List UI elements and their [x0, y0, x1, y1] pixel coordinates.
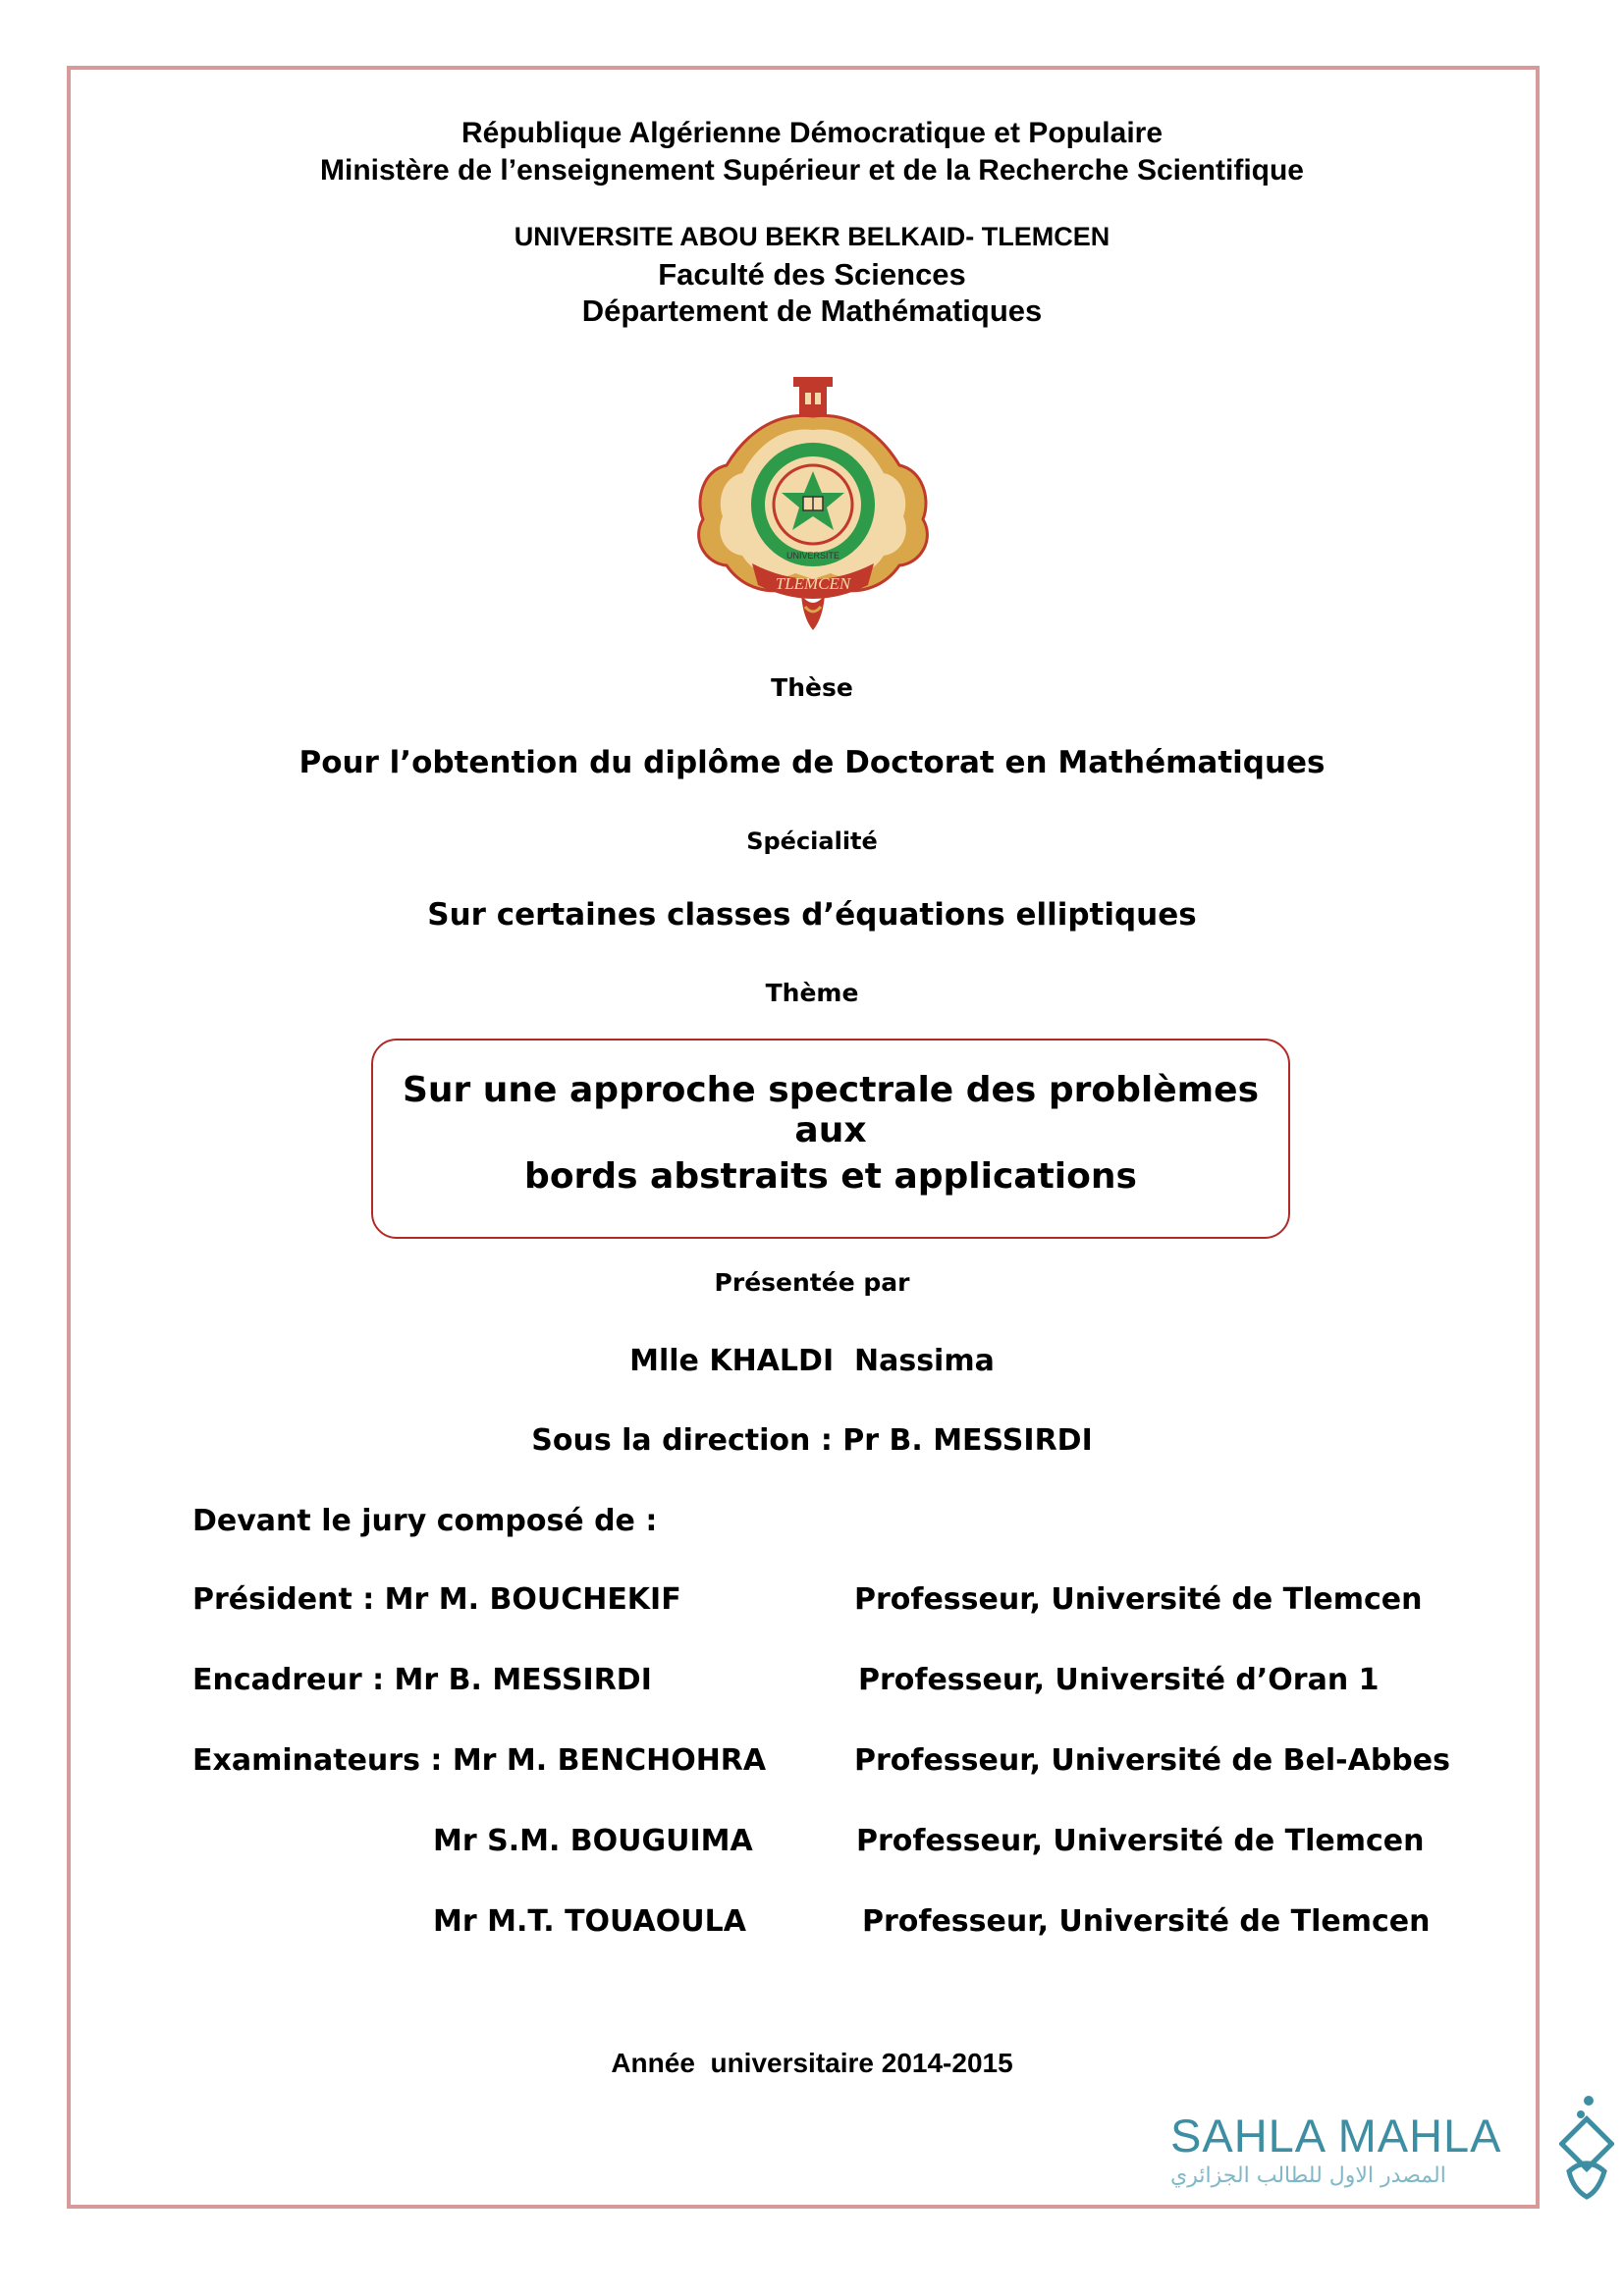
- thesis-title-box: [371, 1039, 1290, 1239]
- watermark-subtitle: المصدر الاول للطالب الجزائري: [1170, 2163, 1446, 2188]
- faculty-name: Faculté des Sciences: [658, 257, 966, 292]
- jury-heading: Devant le jury composé de :: [192, 1504, 658, 1538]
- jury-affiliation-examiner-1: Professeur, Université de Bel-Abbes: [854, 1743, 1450, 1778]
- thesis-title-line-1: Sur une approche spectrale des problèmes aux: [402, 1070, 1260, 1150]
- department-name: Département de Mathématiques: [581, 294, 1043, 328]
- thesis-title-line-2: bords abstraits et applications: [524, 1156, 1137, 1197]
- university-name: UNIVERSITE ABOU BEKR BELKAID- TLEMCEN: [514, 222, 1110, 251]
- jury-member-examiner-2: Mr S.M. BOUGUIMA: [433, 1824, 753, 1858]
- thesis-label: Thèse: [771, 673, 853, 702]
- republic-line: République Algérienne Démocratique et Populaire: [460, 117, 1164, 149]
- jury-member-supervisor: Encadreur : Mr B. MESSIRDI: [192, 1663, 652, 1697]
- supervisor-line: Sous la direction : Pr B. MESSIRDI: [531, 1423, 1093, 1458]
- speciality-label: Spécialité: [746, 828, 878, 855]
- seal-ring-text: UNIVERSITE: [785, 551, 840, 561]
- presented-by-label: Présentée par: [714, 1268, 910, 1297]
- jury-member-examiner-1: Examinateurs : Mr M. BENCHOHRA: [192, 1743, 767, 1778]
- jury-member-examiner-3: Mr M.T. TOUAOULA: [433, 1904, 746, 1939]
- jury-affiliation-examiner-2: Professeur, Université de Tlemcen: [856, 1824, 1425, 1858]
- jury-affiliation-supervisor: Professeur, Université d’Oran 1: [858, 1663, 1380, 1697]
- university-seal-icon: [676, 377, 950, 632]
- jury-member-president: Président : Mr M. BOUCHEKIF: [192, 1582, 681, 1617]
- jury-affiliation-examiner-3: Professeur, Université de Tlemcen: [862, 1904, 1431, 1939]
- jury-affiliation-president: Professeur, Université de Tlemcen: [854, 1582, 1423, 1617]
- thesis-purpose: Pour l’obtention du diplôme de Doctorat en Mathématiques: [298, 745, 1326, 780]
- academic-year: Année universitaire 2014-2015: [611, 2048, 1013, 2078]
- theme-label: Thème: [765, 979, 859, 1007]
- candidate-name: Mlle KHALDI Nassima: [629, 1344, 995, 1378]
- speciality-value: Sur certaines classes d’équations elliptiques: [427, 897, 1197, 933]
- sahla-mahla-logo-icon: [1559, 2093, 1614, 2201]
- sahla-mahla-watermark: [1170, 2109, 1536, 2203]
- ministry-line: Ministère de l’enseignement Supérieur et de la Recherche Scientifique: [320, 154, 1304, 187]
- seal-city-text: TLEMCEN: [775, 574, 851, 593]
- watermark-title: SAHLA MAHLA: [1170, 2109, 1502, 2162]
